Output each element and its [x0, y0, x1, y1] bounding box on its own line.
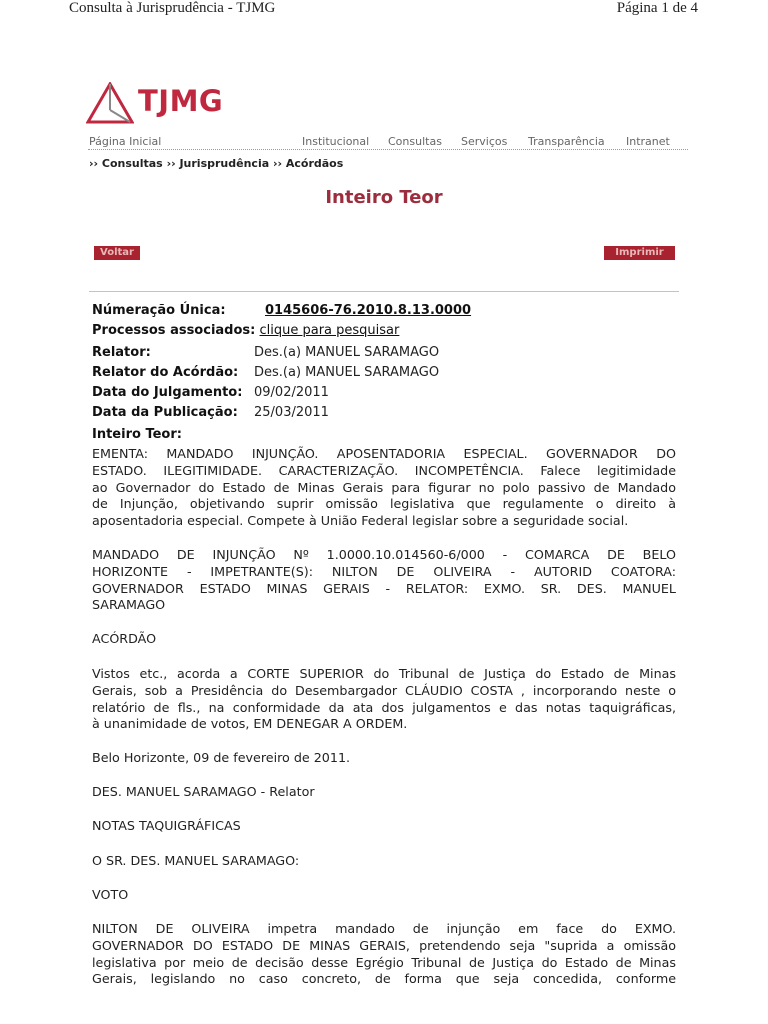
numeracao-label: Númeração Única:	[92, 303, 226, 318]
signature: DES. MANUEL SARAMAGO - Relator	[92, 784, 315, 799]
acordao-heading: ACÓRDÃO	[92, 631, 157, 646]
tjmg-logo[interactable]	[86, 82, 256, 126]
inteiro-teor-label: Inteiro Teor:	[92, 427, 182, 442]
processos-search-link[interactable]: clique para pesquisar	[259, 323, 400, 338]
nav-item-transparencia[interactable]: Transparência	[528, 135, 605, 148]
numeracao-value: 0145606-76.2010.8.13.0000	[265, 303, 472, 318]
nav-item-pagina-inicial[interactable]: Página Inicial	[89, 135, 162, 148]
meta-numeracao	[92, 303, 472, 318]
text-line: NILTON DE OLIVEIRA impetra mandado de injunção em face do EXMO.	[92, 921, 676, 936]
nav-divider	[88, 149, 688, 150]
breadcrumb[interactable]: ›› Consultas ›› Jurisprudência ›› Acórdãos	[89, 157, 344, 170]
meta-data-publicacao	[92, 405, 329, 420]
ementa-paragraph	[92, 446, 676, 530]
nav-item-servicos[interactable]: Serviços	[461, 135, 508, 148]
nav-item-consultas[interactable]: Consultas	[388, 135, 442, 148]
data-julgamento-label: Data do Julgamento:	[92, 385, 243, 400]
text-line: ESTADO. ILEGITIMIDADE. CARACTERIZAÇÃO. INCOMPETÊNCIA. Falece legitimidade	[92, 462, 676, 478]
data-publicacao-value: 25/03/2011	[254, 405, 329, 420]
text-line: Gerais, legislando no caso concreto, de forma que seja concedida, conforme	[92, 971, 676, 987]
text-line: MANDADO DE INJUNÇÃO Nº 1.0000.10.014560-6/000 - COMARCA DE BELO	[92, 547, 676, 562]
page-title: Inteiro Teor	[325, 187, 443, 208]
processos-label: Processos associados:	[92, 323, 256, 338]
text-line: Gerais, sob a Presidência do Desembargador CLÁUDIO COSTA , incorporando neste o	[92, 682, 676, 698]
meta-processos	[92, 323, 399, 338]
text-line: EMENTA: MANDADO INJUNÇÃO. APOSENTADORIA ESPECIAL. GOVERNADOR DO	[92, 446, 676, 461]
relator-label: Relator:	[92, 345, 151, 360]
nav-item-intranet[interactable]: Intranet	[626, 135, 670, 148]
text-line: de Injunção, objetivando suprir omissão legislativa que regulamente o direito à	[92, 496, 676, 512]
meta-data-julgamento	[92, 385, 329, 400]
text-line: Vistos etc., acorda a CORTE SUPERIOR do Tribunal de Justiça do Estado de Minas	[92, 666, 676, 681]
text-line: aposentadoria especial. Compete à União Federal legislar sobre a seguridade social.	[92, 513, 629, 529]
print-header	[0, 0, 768, 22]
relator-acordao-value: Des.(a) MANUEL SARAMAGO	[254, 365, 440, 380]
voto-paragraph	[92, 921, 676, 988]
text-line: GOVERNADOR DO ESTADO DE MINAS GERAIS, pretendendo seja "suprida a omissão	[92, 937, 676, 953]
back-button[interactable]: Voltar	[94, 246, 140, 260]
section-divider	[89, 291, 679, 292]
case-paragraph	[92, 547, 676, 614]
nav-item-institucional[interactable]: Institucional	[302, 135, 370, 148]
text-line: SARAMAGO	[92, 597, 166, 613]
local-data: Belo Horizonte, 09 de fevereiro de 2011.	[92, 750, 351, 765]
voto-heading: VOTO	[92, 887, 129, 902]
text-line: legislativa por meio de decisão desse Egrégio Tribunal de Justiça do Estado de Minas	[92, 954, 676, 970]
text-line: à unanimidade de votos, EM DENEGAR A ORDEM.	[92, 716, 408, 732]
text-line: relatório de fls., na conformidade da ata dos julgamentos e das notas taquigráficas,	[92, 699, 676, 715]
notas-heading: NOTAS TAQUIGRÁFICAS	[92, 818, 241, 833]
meta-relator-acordao	[92, 365, 440, 380]
vistos-paragraph	[92, 666, 676, 733]
text-line: ao Governador do Estado de Minas Gerais para figurar no polo passivo de Mandado	[92, 479, 676, 495]
meta-relator	[92, 345, 440, 360]
print-header-page: Página 1 de 4	[616, 0, 698, 16]
meta-inteiro-teor	[92, 427, 182, 442]
relator-acordao-label: Relator do Acórdão:	[92, 365, 239, 380]
data-publicacao-label: Data da Publicação:	[92, 405, 238, 420]
print-header-title: Consulta à Jurisprudência - TJMG	[69, 0, 276, 16]
data-julgamento-value: 09/02/2011	[254, 385, 329, 400]
speaker-line: O SR. DES. MANUEL SARAMAGO:	[92, 853, 300, 868]
print-button[interactable]: Imprimir	[604, 246, 675, 260]
text-line: HORIZONTE - IMPETRANTE(S): NILTON DE OLIVEIRA - AUTORID COATORA:	[92, 563, 676, 579]
relator-value: Des.(a) MANUEL SARAMAGO	[254, 345, 440, 360]
logo-text: TJMG	[138, 84, 224, 118]
top-navigation	[89, 134, 689, 150]
tjmg-triangle-icon	[86, 82, 134, 126]
text-line: GOVERNADOR ESTADO MINAS GERAIS - RELATOR: EXMO. SR. DES. MANUEL	[92, 580, 676, 596]
